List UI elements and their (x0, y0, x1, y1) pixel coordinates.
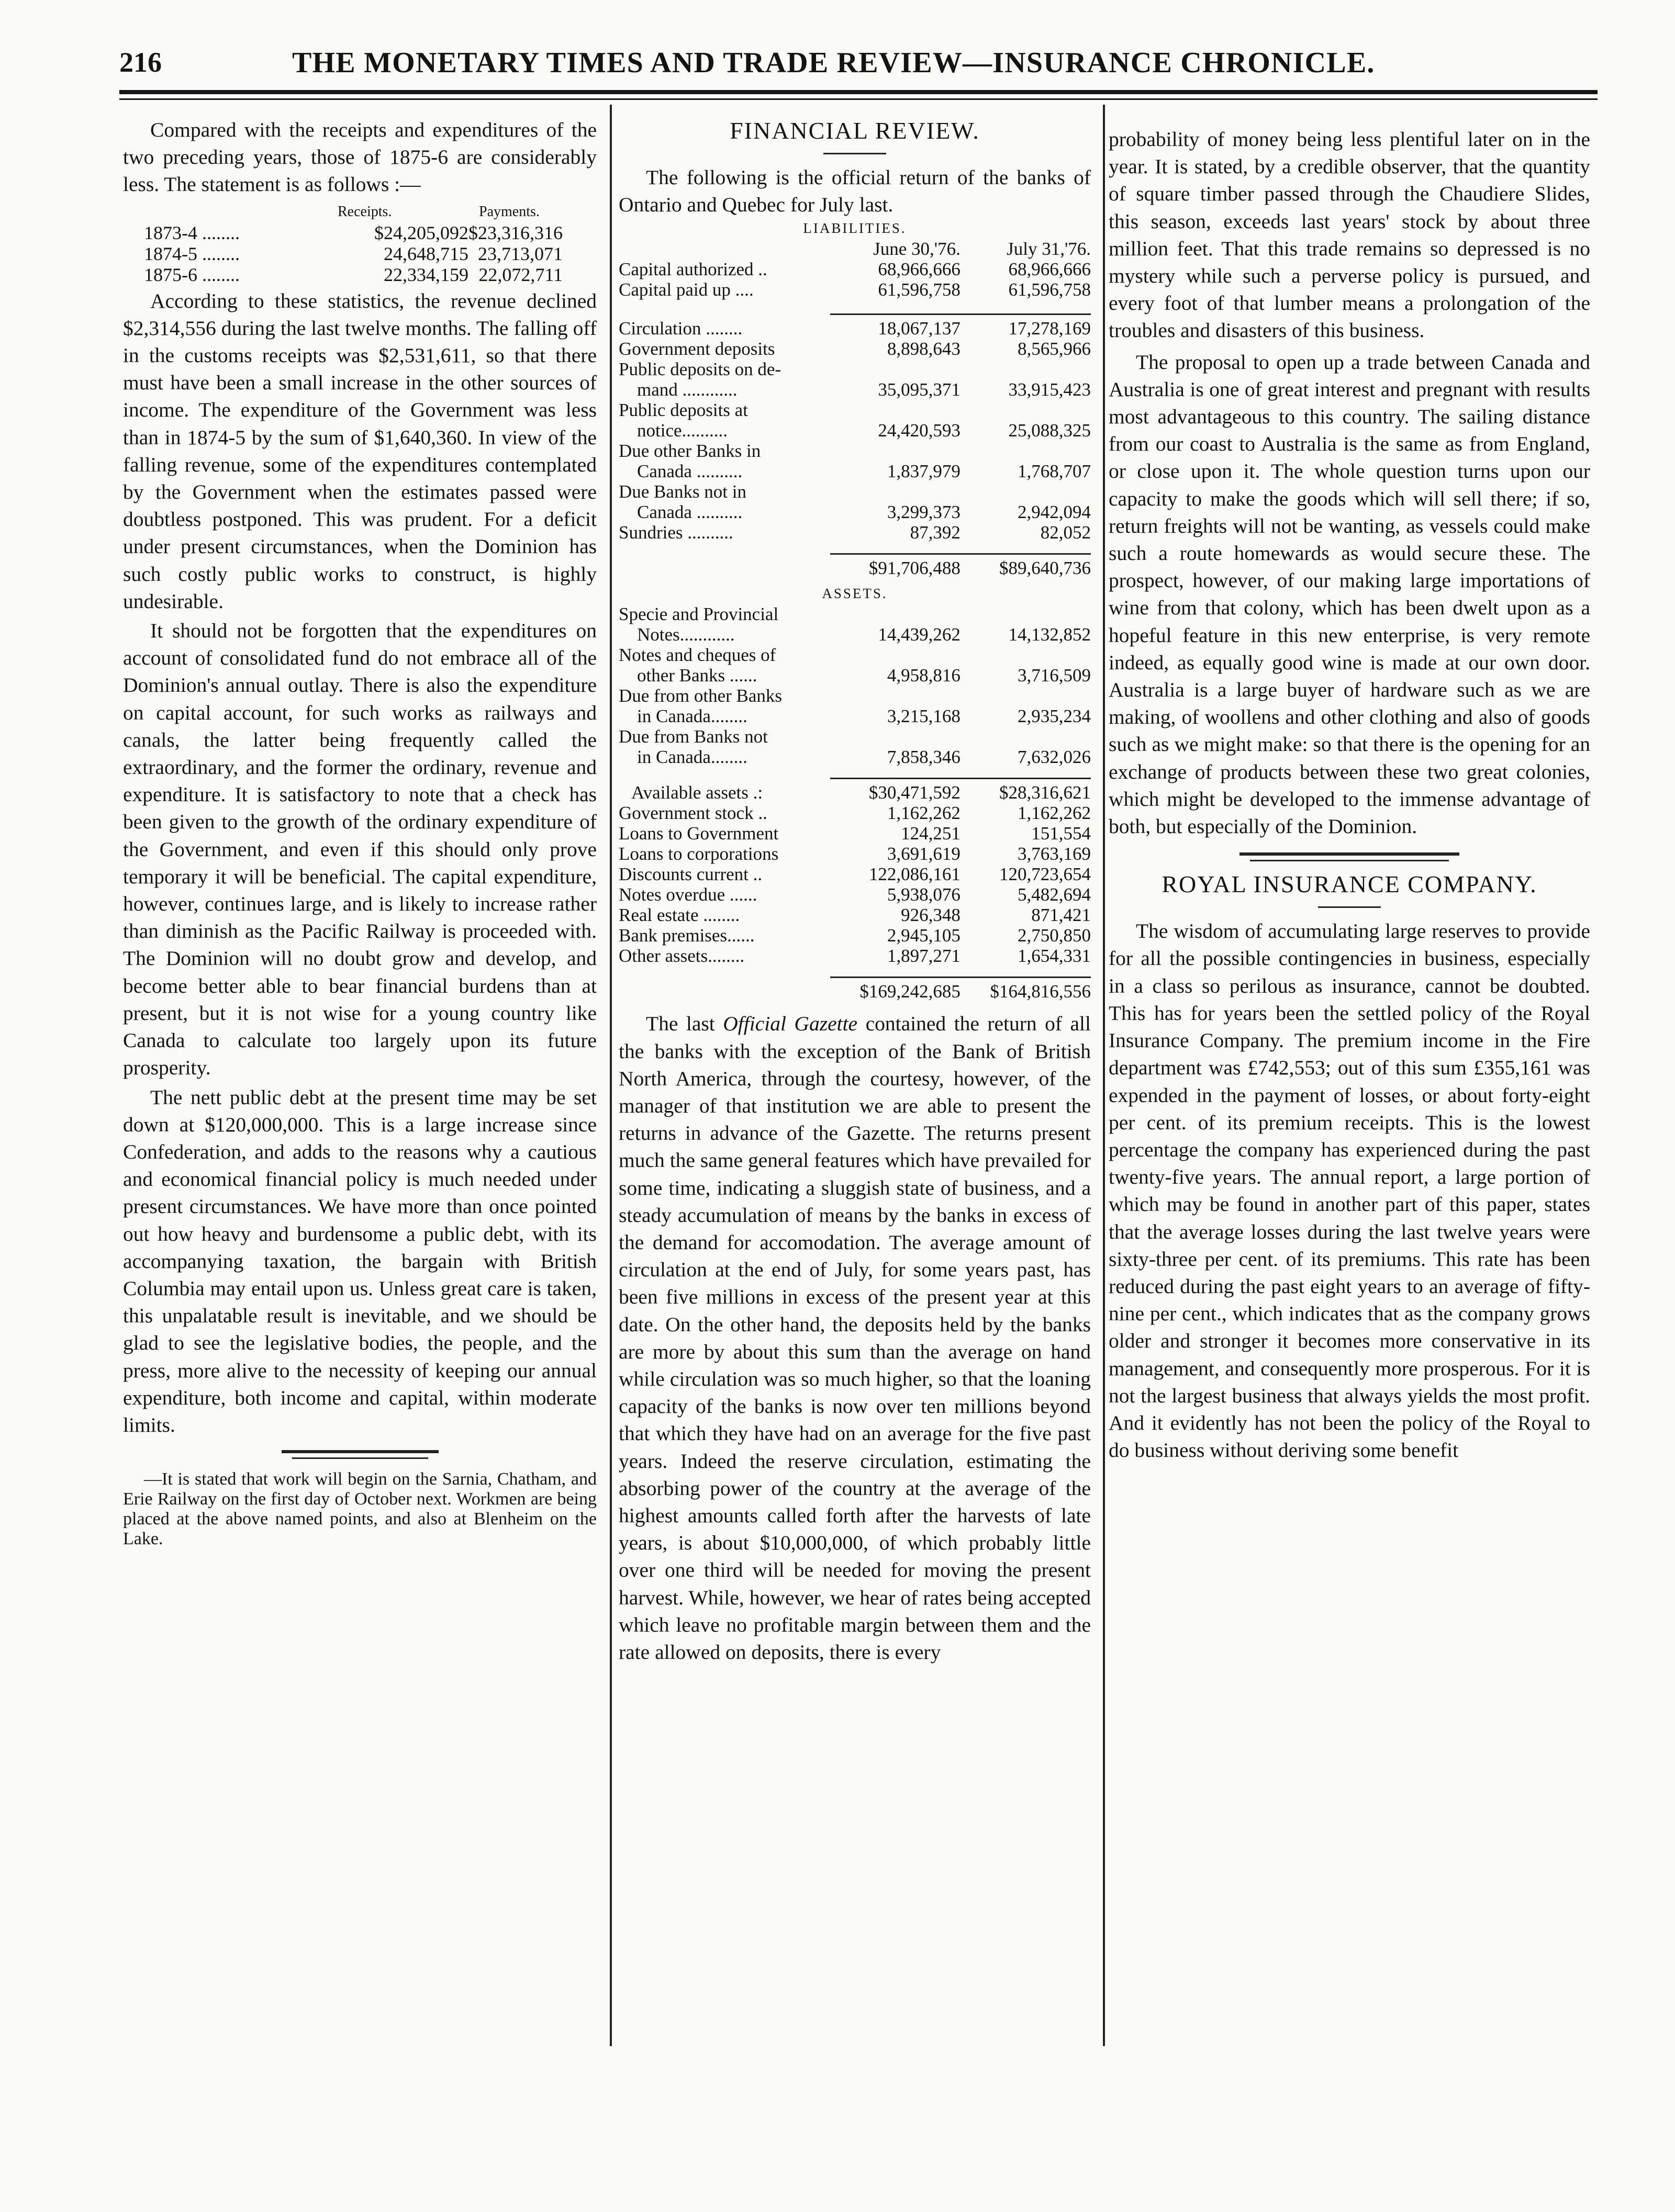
financial-review-intro: The following is the official return of the banks of Ontario and Quebec for July last. (619, 166, 1091, 217)
col3-paragraph: probability of money being less plentiful later on in the year. It is stated, by a credible observer, that the quantity of square timber passed through the Chaudiere Slides, this season, exceeds last years' stock by about three million feet. That this trade remains so depressed is no mystery while such a perverse policy is pursued, and every foot of that lumber means a prolongation of the troubles and disasters of this business. (1109, 128, 1590, 342)
railway-note: —It is stated that work will begin on the Sarnia, Chatham, and Erie Railway on the first day of October next. Workmen are being placed at the above named points, and also at Blenheim on the Lake. (123, 1469, 597, 1549)
receipts-cell: 24,648,715 (384, 243, 468, 264)
row-label: Circulation ........ (619, 318, 743, 339)
table-row (619, 481, 1091, 502)
june-value: 18,067,137 (830, 315, 961, 339)
row-label: Sundries .......... (619, 522, 733, 543)
july-value: 871,421 (1031, 905, 1091, 926)
july-value: 17,278,169 (961, 315, 1091, 339)
july-value: 151,554 (1031, 823, 1091, 844)
row-label: other Banks ...... (619, 665, 757, 686)
row-label: Due from Banks not (619, 726, 768, 747)
assets-label: ASSETS. (822, 586, 888, 602)
table-row (619, 604, 1091, 624)
june-value: 7,858,346 (887, 747, 961, 768)
table-row (619, 522, 1091, 543)
row-label: Due Banks not in (619, 481, 747, 502)
table-row (619, 279, 1091, 300)
june-value: 2,945,105 (887, 925, 961, 946)
heading-rule (823, 153, 886, 154)
table-row (619, 461, 1091, 481)
june-total: $169,242,685 (830, 978, 961, 1002)
july-value: 2,750,850 (1018, 925, 1091, 946)
spacer-row (619, 300, 1091, 315)
row-label: Canada .......... (619, 502, 743, 523)
receipts-cell: 22,334,159 (384, 264, 468, 285)
table-row (144, 243, 563, 264)
gazette-text-b: contained the return of all the banks with the exception of the Bank of British North America, through the courtesy, however, of the manager of that institution we are able to present the returns in advance of the Gazette. The returns present much the same general features which have prevailed for some time, indicating a sluggish state of business, and a steady accumulation of means by the banks in excess of the demand for accomodation. The average amount of circulation at the end of July, for some years past, has been five millions in excess of the present year at this date. On the other hand, the deposits held by the banks are more by about this sum than the average on hand while circulation was so much higher, so that the loaning capacity of the banks is now over ten millions beyond that which they have had on an average for the five past years. Indeed the reserve circulation, estimating the absorbing power of the country at the average of the highest amounts called forth after the harvests of late years, is about $10,000,000, of which probably little over one third will be needed for moving the present harvest. While, however, we hear of rates being accepted which leave no profitable margin between them and the rate allowed on deposits, there is every (619, 1012, 1091, 1664)
july-value: 120,723,654 (999, 864, 1091, 885)
row-label: Government stock .. (619, 803, 767, 824)
row-label: Notes overdue ...... (619, 884, 757, 905)
column-two (619, 116, 1091, 1666)
table-row (619, 803, 1091, 823)
july-value: 1,654,331 (1018, 946, 1091, 967)
table-row (619, 645, 1091, 665)
assets-label-row (619, 578, 1091, 604)
receipts-payments-table (144, 201, 563, 285)
payments-header: Payments. (479, 203, 540, 220)
table-row (619, 339, 1091, 359)
july-total: $89,640,736 (961, 554, 1091, 579)
page-number: 216 (119, 47, 162, 78)
row-label: Specie and Provincial (619, 604, 779, 625)
row-label: in Canada........ (619, 706, 747, 727)
july-value: 82,052 (1040, 522, 1091, 543)
column-divider-left (610, 105, 612, 2046)
july-value: 14,132,852 (1008, 624, 1091, 645)
june-head: June 30,'76. (873, 239, 961, 260)
row-label: Notes and cheques of (619, 645, 776, 666)
column-heads-row (619, 239, 1091, 259)
july-value: $28,316,621 (961, 779, 1091, 803)
year-cell: 1874-5 ........ (144, 243, 240, 264)
table-row (619, 400, 1091, 420)
payments-cell: $23,316,316 (468, 222, 563, 243)
row-label: Due other Banks in (619, 441, 761, 462)
table-header-row (144, 201, 563, 222)
row-label: Government deposits (619, 339, 775, 360)
june-value: 1,837,979 (887, 461, 961, 482)
june-value: 124,251 (901, 823, 961, 844)
june-value: 3,215,168 (887, 706, 961, 727)
july-value: 3,763,169 (1018, 844, 1091, 864)
june-value: 8,898,643 (887, 339, 961, 360)
col1-paragraph: The nett public debt at the present time may be set down at $120,000,000. This is a large increase since Confederation, and adds to the reasons why a cautious and economical financial policy is much needed under present circumstances. We have more than once pointed out how heavy and burdensome a public debt, with its accompanying taxation, the bargain with British Columbia may entail upon us. Unless great care is taken, this unpalatable result is inevitable, and we should be glad to see the legislative bodies, the people, and the press, more alive to the necessity of keeping our annual expenditure, both income and capital, within moderate limits. (123, 1085, 597, 1436)
table-row (619, 259, 1091, 279)
july-head: July 31,'76. (1007, 239, 1091, 260)
assets-total-row (619, 978, 1091, 1002)
year-cell: 1873-4 ........ (144, 222, 240, 243)
row-label: Capital authorized .. (619, 259, 767, 280)
table-row (619, 315, 1091, 339)
june-value: 87,392 (910, 522, 961, 543)
june-value: 3,299,373 (887, 502, 961, 523)
spacer-row (619, 966, 1091, 978)
news-note (123, 1469, 597, 1549)
col1-intro: Compared with the receipts and expenditures of the two preceding years, those of 1875-6 are considerably less. The statement is as follows :— (123, 118, 597, 196)
column-three (1109, 126, 1590, 1464)
table-row (619, 823, 1091, 844)
gazette-text-a: The last (646, 1012, 723, 1036)
table-row (619, 706, 1091, 726)
row-label: Other assets........ (619, 946, 745, 967)
july-value: 1,162,262 (1018, 803, 1091, 824)
payments-cell: 23,713,071 (478, 243, 563, 264)
june-value: 1,897,271 (887, 946, 961, 967)
liabilities-total-row (619, 554, 1091, 579)
july-value: 3,716,509 (1018, 665, 1091, 686)
bank-returns-table (619, 218, 1091, 1002)
spacer-row (619, 767, 1091, 779)
page-header (119, 46, 1512, 88)
table-row (619, 946, 1091, 966)
july-value: 33,915,423 (1008, 379, 1091, 400)
table-row (619, 665, 1091, 686)
row-label: Due from other Banks (619, 686, 783, 706)
table-row (619, 379, 1091, 400)
june-value: 35,095,371 (878, 379, 961, 400)
july-value: 7,632,026 (1018, 747, 1091, 768)
table-row (619, 747, 1091, 767)
column-divider-right (1103, 105, 1105, 2046)
june-value: 122,086,161 (868, 864, 961, 885)
receipts-cell: $24,205,092 (374, 222, 468, 243)
col3-paragraph: The wisdom of accumulating large reserves to provide for all the possible contingencies in business, especially in a class so perilous as insurance, cannot be doubted. This has for years been the settled policy of the Royal Insurance Company. The premium income in the Fire department was £742,553; out of this sum £355,161 was expended in the payment of losses, or about forty-eight per cent. of its premium receipts. This is the lowest percentage the company has experienced during the past twenty-five years. The annual report, a large portion of which may be found in another part of this paper, states that the average losses during the last twelve years were sixty-three per cent. of its premiums. This rate has been reduced during the past eight years to an average of fifty-nine per cent., which indicates that as the company grows older and stronger it becomes more conservative in its management, and consequently more prosperous. For it is not the largest business that always yields the most profit. And it evidently has not been the policy of the Royal to do business without deriving some benefit (1109, 919, 1590, 1462)
july-value: 5,482,694 (1018, 884, 1091, 905)
june-value: 68,966,666 (878, 259, 961, 280)
gazette-title: Official Gazette (723, 1012, 858, 1036)
june-value: 926,348 (901, 905, 961, 926)
june-value: 14,439,262 (878, 624, 961, 645)
june-value: 1,162,262 (887, 803, 961, 824)
table-row (619, 359, 1091, 379)
col1-paragraph: According to these statistics, the revenue declined $2,314,556 during the last twelve months. The falling off in the customs receipts was $2,531,611, so that there must have been a small increase in the other sources of income. The expenditure of the Government was less than in 1874-5 by the sum of $1,640,360. In view of the falling revenue, some of the expenditures contemplated by the Government when the estimates passed were doubtless postponed. This was prudent. For a deficit under present circumstances, when the Dominion has such costly public works to construct, is highly undesirable. (123, 289, 597, 613)
royal-insurance-heading: ROYAL INSURANCE COMPANY. (1162, 871, 1537, 898)
row-label: Bank premises...... (619, 925, 755, 946)
table-row (619, 502, 1091, 522)
june-value: 5,938,076 (887, 884, 961, 905)
table-row (619, 864, 1091, 884)
section-rule (1240, 852, 1459, 856)
row-label: in Canada........ (619, 747, 747, 768)
payments-cell: 22,072,711 (478, 264, 563, 285)
section-rule (282, 1450, 439, 1453)
year-cell: 1875-6 ........ (144, 264, 240, 285)
gazette-paragraph (619, 1010, 1091, 1666)
row-label: Loans to Government (619, 823, 779, 844)
table-row (144, 222, 563, 243)
column-one (123, 116, 597, 1549)
july-value: 25,088,325 (1008, 420, 1091, 441)
header-rule-secondary (119, 98, 1598, 100)
table-row (619, 726, 1091, 747)
table-row (619, 884, 1091, 905)
july-value: 1,768,707 (1018, 461, 1091, 482)
row-label: mand ............ (619, 379, 738, 400)
row-label: Available assets .: (631, 782, 763, 803)
col1-paragraph: It should not be forgotten that the expenditures on account of consolidated fund do not embrace all of the Dominion's annual outlay. There is also the expenditure on capital account, for such works as railways and canals, the latter being frequently called the extraordinary, and the former the ordinary, revenue and expenditure. It is satisfactory to note that a check has been given to the growth of the ordinary expenditure of the Government, and even if this should only prove temporary it will be beneficial. The capital expenditure, however, continues large, and is likely to increase rather than diminish as the Pacific Railway is proceeded with. The Dominion will no doubt grow and develop, and become better able to bear financial burdens than at present, but it is not wise for a young country like Canada to calculate too largely upon its future prosperity. (123, 619, 597, 1080)
june-value: 61,596,758 (878, 279, 961, 300)
table-row (619, 905, 1091, 925)
row-label: notice.......... (619, 420, 728, 441)
row-label: Loans to corporations (619, 844, 779, 864)
june-value: 4,958,816 (887, 665, 961, 686)
july-value: 68,966,666 (1008, 259, 1091, 280)
spacer-row (619, 543, 1091, 554)
table-row (619, 420, 1091, 441)
row-label: Public deposits at (619, 400, 748, 421)
available-assets-row (619, 779, 1091, 803)
row-label: Canada .......... (619, 461, 743, 482)
june-value: 3,691,619 (887, 844, 961, 864)
section-rule (292, 1457, 428, 1459)
table-row (619, 925, 1091, 946)
july-total: $164,816,556 (961, 978, 1091, 1002)
june-total: $91,706,488 (830, 554, 961, 579)
liabilities-label-row (619, 218, 1091, 239)
col3-paragraph: The proposal to open up a trade between Canada and Australia is one of great interest and pregnant with results most advantageous to this country. The sailing distance from our coast to Australia is the same as from England, or close upon it. The whole question turns upon our capacity to make the goods which will sell there; if so, return freights will not be wanting, as vessels could make such a route homewards as would secure these. The prospect, however, of our making large importations of wine from that colony, which has been dwelt upon as a hopeful feature in this new enterprise, is very remote indeed, as equally good wine is made at our own door. Australia is a large buyer of hardware such as we are making, of woollens and other clothing and also of goods such as we might make: so that there is the opening for an exchange of products between these two great colonies, which might be developed to the immense advantage of both, but especially of the Dominion. (1109, 350, 1590, 838)
receipts-header: Receipts. (338, 203, 392, 220)
july-value: 2,942,094 (1018, 502, 1091, 523)
row-label: Capital paid up .... (619, 279, 754, 300)
june-value: $30,471,592 (830, 779, 961, 803)
heading-rule (1318, 906, 1381, 908)
table-row (619, 844, 1091, 864)
header-rule (119, 90, 1598, 94)
row-label: Discounts current .. (619, 864, 763, 885)
liabilities-label: LIABILITIES. (803, 220, 907, 237)
table-row (619, 686, 1091, 706)
row-label: Notes............ (619, 624, 735, 645)
july-value: 61,596,758 (1008, 279, 1091, 300)
july-value: 2,935,234 (1018, 706, 1091, 727)
july-value: 8,565,966 (1018, 339, 1091, 360)
june-value: 24,420,593 (878, 420, 961, 441)
row-label: Real estate ........ (619, 905, 740, 926)
table-row (619, 441, 1091, 461)
table-row (619, 624, 1091, 645)
section-rule (1250, 860, 1449, 861)
financial-review-heading: FINANCIAL REVIEW. (730, 117, 980, 144)
masthead-title: THE MONETARY TIMES AND TRADE REVIEW—INSURANCE CHRONICLE. (292, 47, 1375, 79)
row-label: Public deposits on de- (619, 359, 781, 380)
table-row (144, 264, 563, 285)
